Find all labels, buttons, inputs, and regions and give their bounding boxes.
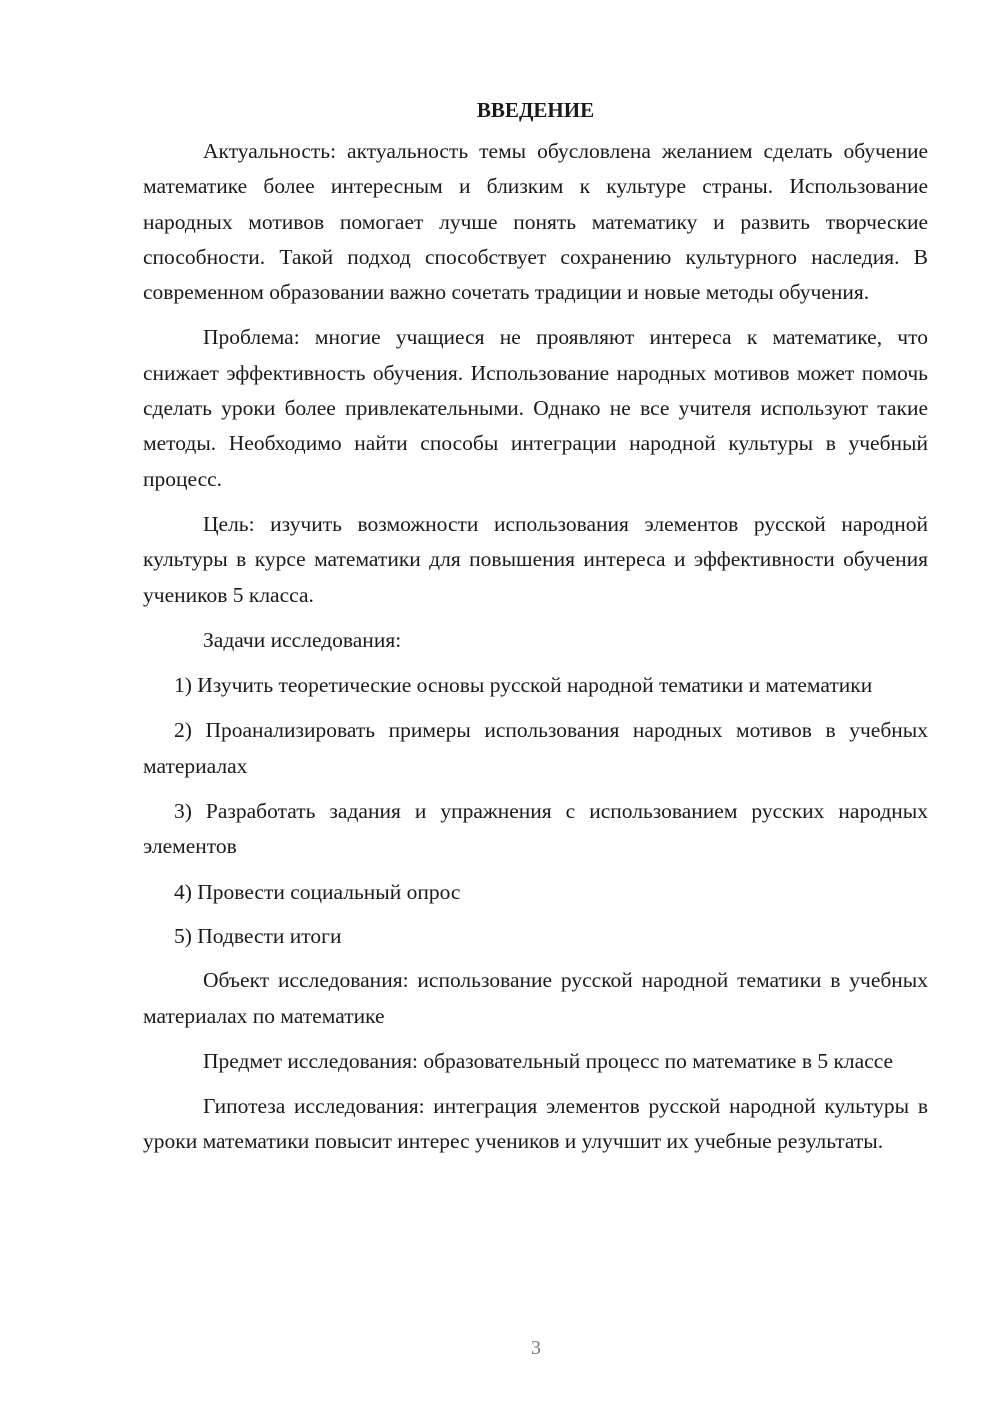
task-item-2: 2) Проанализировать примеры использования народных мотивов в учебных материалах — [143, 718, 928, 778]
task-item-3: 3) Разработать задания и упражнения с использованием русских народных элементов — [143, 799, 928, 859]
tasks-heading: Задачи исследования: — [203, 627, 402, 652]
tasks-list — [143, 668, 928, 954]
paragraph-problem: Проблема: многие учащиеся не проявляют интереса к математике, что снижает эффективность обучения. Использование народных мотивов может помочь сделать уроки более привлекательными. Однако не все учителя используют такие методы. Необходимо найти способы интеграции народной культуры в учебный процесс. — [143, 325, 928, 491]
paragraph-relevance: Актуальность: актуальность темы обусловлена желанием сделать обучение математике более интересным и близким к культуре страны. Использование народных мотивов помогает лучше понять математику и развить творческие способности. Такой подход способствует сохранению культурного наследия. В современном образовании важно сочетать традиции и новые методы обучения. — [143, 139, 928, 305]
task-item-1: 1) Изучить теоретические основы русской народной тематики и математики — [174, 673, 873, 698]
paragraph-subject: Предмет исследования: образовательный процесс по математике в 5 классе — [203, 1048, 894, 1073]
paragraph-hypothesis: Гипотеза исследования: интеграция элементов русской народной культуры в уроки математики повысит интерес учеников и улучшит их учебные результаты. — [143, 1094, 928, 1154]
section-title: ВВЕДЕНИЕ — [476, 98, 595, 122]
paragraph-goal: Цель: изучить возможности использования элементов русской народной культуры в курсе математики для повышения интереса и эффективности обучения учеников 5 класса. — [143, 511, 928, 607]
page-number: 3 — [531, 1337, 541, 1359]
task-item-4: 4) Провести социальный опрос — [174, 879, 461, 904]
task-item-5: 5) Подвести итоги — [174, 923, 342, 948]
paragraph-object: Объект исследования: использование русской народной тематики в учебных материалах по математике — [143, 968, 928, 1028]
page-content — [143, 92, 928, 1170]
